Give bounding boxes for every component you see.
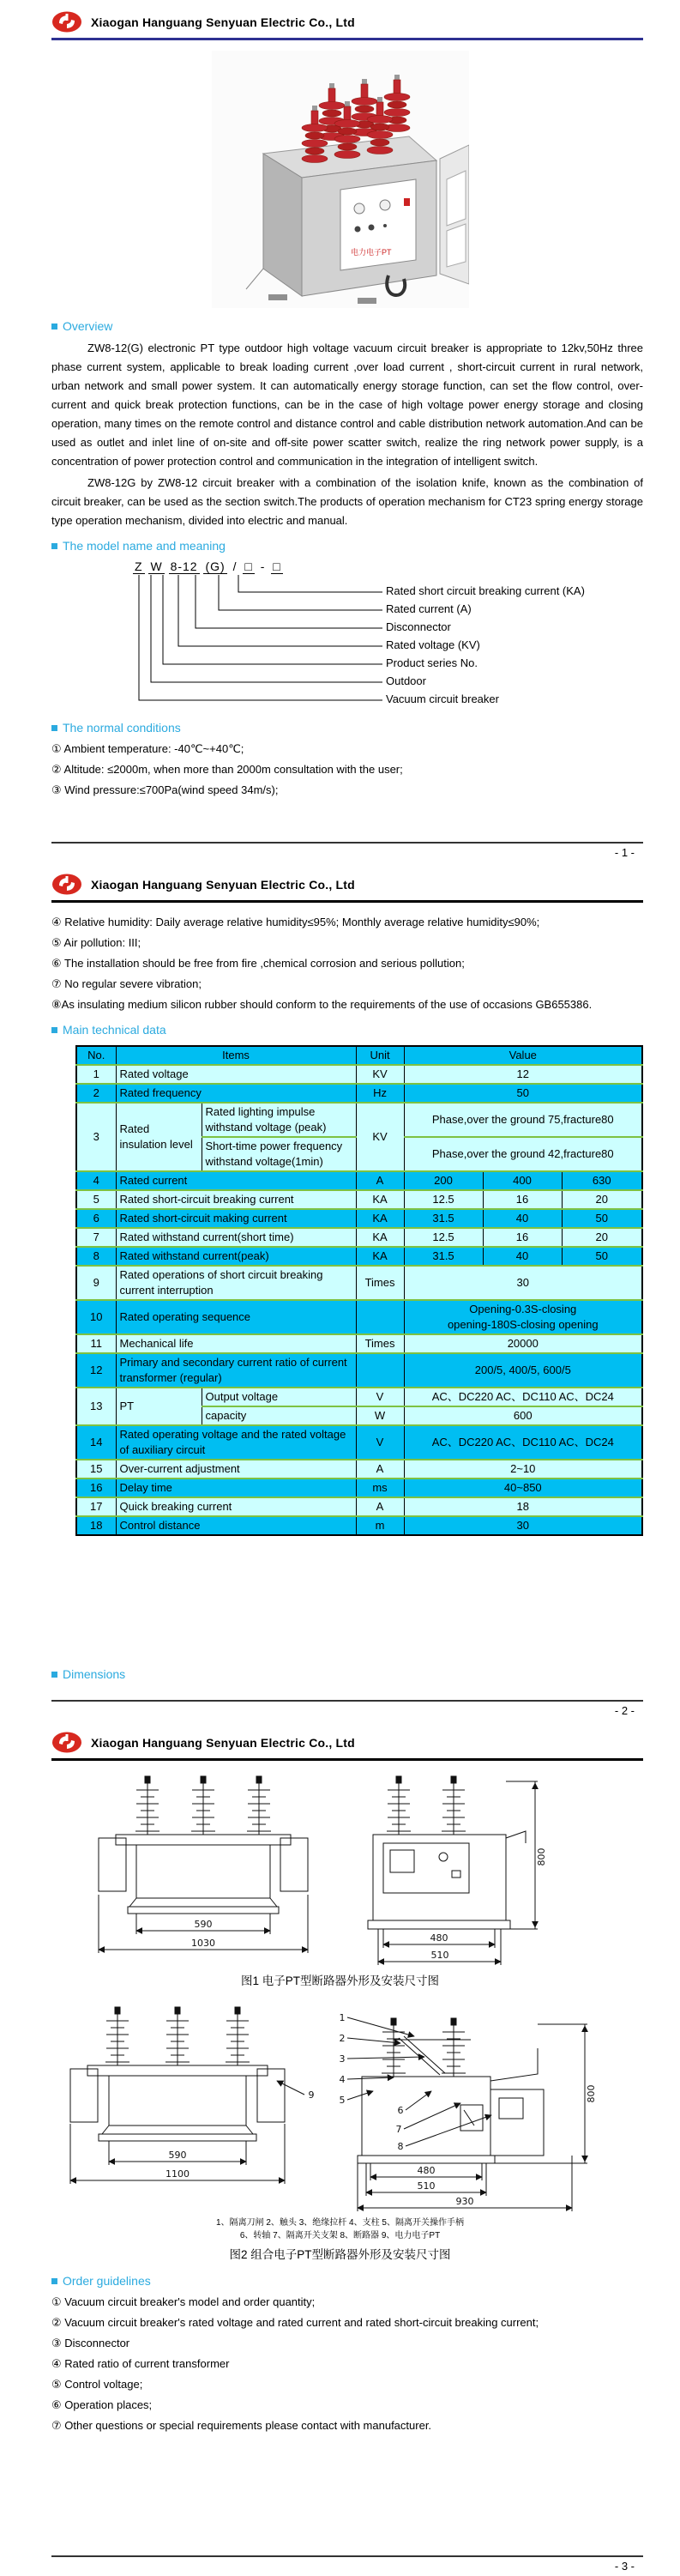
model-token: (G) bbox=[205, 559, 226, 573]
cell-value: 40 bbox=[483, 1247, 562, 1266]
order-item: ⑦ Other questions or special requirements please contact with manufacturer. bbox=[51, 2419, 432, 2432]
callout-number: 2 bbox=[339, 2033, 345, 2044]
model-string bbox=[133, 559, 283, 573]
cell-no: 5 bbox=[76, 1190, 116, 1209]
callout-number: 9 bbox=[308, 2089, 314, 2101]
condition-item: ④ Relative humidity: Daily average relative humidity≤95%; Monthly average relative humidity≤90%; bbox=[51, 916, 540, 928]
cell-value: 50 bbox=[562, 1209, 642, 1228]
section-order-guidelines bbox=[51, 2274, 643, 2288]
model-token: W bbox=[150, 559, 163, 573]
page-footer bbox=[51, 2555, 643, 2573]
dim-label: 510 bbox=[417, 2180, 435, 2192]
page-1 bbox=[0, 0, 680, 862]
cell-no: 8 bbox=[76, 1247, 116, 1266]
cell-item: Delay time bbox=[116, 1478, 356, 1497]
figure-2-legend-line-1: 1、隔离刀闸 2、触头 3、绝缘拉杆 4、支柱 5、隔离开关操作手柄 bbox=[216, 2218, 464, 2228]
company-name: Xiaogan Hanguang Senyuan Electric Co., Ltd bbox=[91, 877, 355, 892]
table-row bbox=[76, 1209, 642, 1228]
cell-no: 17 bbox=[76, 1497, 116, 1516]
cell-value: 30 bbox=[404, 1266, 642, 1300]
company-logo-icon bbox=[51, 873, 82, 896]
callout-number: 7 bbox=[395, 2124, 401, 2135]
cell-unit: KA bbox=[356, 1209, 404, 1228]
cell-no: 18 bbox=[76, 1516, 116, 1535]
table-row bbox=[76, 1300, 642, 1334]
cell-item: Rated voltage bbox=[116, 1065, 356, 1084]
cell-unit: Times bbox=[356, 1334, 404, 1353]
model-label: Vacuum circuit breaker bbox=[386, 692, 499, 705]
table-row bbox=[76, 1516, 642, 1535]
cell-value: 18 bbox=[404, 1497, 642, 1516]
table-row bbox=[76, 1425, 642, 1460]
order-item: ⑥ Operation places; bbox=[51, 2398, 153, 2411]
cell-item: Rated short-circuit making current bbox=[116, 1209, 356, 1228]
cell-item: PT bbox=[116, 1388, 202, 1425]
order-item: ⑤ Control voltage; bbox=[51, 2378, 143, 2391]
table-row bbox=[76, 1103, 642, 1137]
cell-item: Rated operating voltage and the rated voltage of auxiliary circuit bbox=[116, 1425, 356, 1460]
cell-unit: Times bbox=[356, 1266, 404, 1300]
section-main-technical-data bbox=[51, 1023, 643, 1037]
cell-value: 2~10 bbox=[404, 1460, 642, 1478]
cell-no: 7 bbox=[76, 1228, 116, 1247]
cell-unit: V bbox=[356, 1388, 404, 1406]
condition-item: ② Altitude: ≤2000m, when more than 2000m consultation with the user; bbox=[51, 763, 403, 776]
page-header bbox=[51, 10, 643, 40]
cell-value: AC、DC220 AC、DC110 AC、DC24 bbox=[404, 1425, 642, 1460]
condition-item: ⑤ Air pollution: III; bbox=[51, 936, 141, 949]
cell-unit: KA bbox=[356, 1190, 404, 1209]
model-label: Rated short circuit breaking current (KA) bbox=[386, 584, 585, 597]
dim-label: 480 bbox=[430, 1932, 448, 1944]
cell-value: Phase,over the ground 75,fracture80 bbox=[404, 1103, 642, 1137]
model-token: / bbox=[232, 559, 238, 573]
cell-unit: A bbox=[356, 1171, 404, 1190]
cell-value: 31.5 bbox=[404, 1247, 483, 1266]
cell-item: Over-current adjustment bbox=[116, 1460, 356, 1478]
cell-subitem: capacity bbox=[202, 1406, 356, 1425]
value-line: Opening-0.3S-closing bbox=[469, 1303, 577, 1315]
page-header bbox=[51, 1731, 643, 1761]
table-row bbox=[76, 1334, 642, 1353]
overview-paragraph-1: ZW8-12(G) electronic PT type outdoor high voltage vacuum circuit breaker is appropriate to 12kv,50Hz three phase current system, applicable to break loading current ,over load current , short-circuit current in rural network, urban network and small power system. It can automatically energy storage function, can set the flow control, over-current and quick break protection functions, can be in the case of high voltage power energy storage and closing operation, many times on the remote control and distance control and cable distribution network automation.And can be used as outlet and inlet line of on-site and off-site power scatter switch, realize the ring network power supply, is a concentration of power protection control and communication in the integration of intelligent switch. bbox=[51, 342, 643, 468]
cell-value: 400 bbox=[483, 1171, 562, 1190]
section-heading: Main technical data bbox=[63, 1023, 166, 1037]
cell-item: Quick breaking current bbox=[116, 1497, 356, 1516]
model-token: □ bbox=[244, 559, 253, 573]
cell-value: AC、DC220 AC、DC110 AC、DC24 bbox=[404, 1388, 642, 1406]
model-token: □ bbox=[273, 559, 281, 573]
cell-unit: KV bbox=[356, 1065, 404, 1084]
section-heading: Overview bbox=[63, 319, 113, 333]
page-2 bbox=[0, 862, 680, 1720]
figure-1 bbox=[83, 1769, 598, 1988]
cell-value: 20 bbox=[562, 1190, 642, 1209]
section-bullet bbox=[51, 1672, 57, 1678]
cell-value: 20 bbox=[562, 1228, 642, 1247]
dim-label: 1030 bbox=[190, 1938, 215, 1949]
table-row bbox=[76, 1190, 642, 1209]
table-row bbox=[76, 1065, 642, 1084]
cell-no: 9 bbox=[76, 1266, 116, 1300]
table-row bbox=[76, 1228, 642, 1247]
cell-unit bbox=[356, 1353, 404, 1388]
cell-no: 10 bbox=[76, 1300, 116, 1334]
dim-label: 930 bbox=[455, 2196, 473, 2207]
cell-subitem: Short-time power frequency withstand voltage(1min) bbox=[202, 1137, 356, 1171]
section-dimensions bbox=[51, 1667, 643, 1681]
cell-no: 6 bbox=[76, 1209, 116, 1228]
cell-item: Rated withstand current(peak) bbox=[116, 1247, 356, 1266]
condition-item: ⑧As insulating medium silicon rubber should conform to the requirements of the use of occasions GB655386. bbox=[51, 998, 593, 1011]
page-3 bbox=[0, 1720, 680, 2576]
callout-number: 6 bbox=[397, 2105, 403, 2116]
cell-item: Rated operating sequence bbox=[116, 1300, 356, 1334]
col-value: Value bbox=[404, 1046, 642, 1065]
cell-unit: KA bbox=[356, 1247, 404, 1266]
table-row bbox=[76, 1171, 642, 1190]
dim-label: 800 bbox=[585, 2084, 597, 2103]
cell-no: 11 bbox=[76, 1334, 116, 1353]
col-unit: Unit bbox=[356, 1046, 404, 1065]
cell-value: 12.5 bbox=[404, 1228, 483, 1247]
col-no: No. bbox=[76, 1046, 116, 1065]
cell-item: Rated current bbox=[116, 1171, 356, 1190]
condition-item: ① Ambient temperature: -40℃~+40℃; bbox=[51, 742, 244, 755]
dim-label: 590 bbox=[194, 1919, 212, 1930]
section-overview bbox=[51, 319, 643, 333]
cell-value: 40 bbox=[483, 1209, 562, 1228]
page-footer bbox=[51, 842, 643, 859]
section-heading: The model name and meaning bbox=[63, 539, 226, 553]
model-token: - bbox=[260, 559, 266, 573]
cell-item: Primary and secondary current ratio of current transformer (regular) bbox=[116, 1353, 356, 1388]
company-name: Xiaogan Hanguang Senyuan Electric Co., Ltd bbox=[91, 15, 355, 29]
company-logo-icon bbox=[51, 1731, 82, 1754]
model-label: Rated current (A) bbox=[386, 602, 472, 615]
condition-item: ⑦ No regular severe vibration; bbox=[51, 977, 202, 990]
section-normal-conditions bbox=[51, 721, 643, 735]
callout-number: 8 bbox=[397, 2141, 403, 2152]
cell-value: 50 bbox=[404, 1084, 642, 1103]
cell-item: Rated insulation level bbox=[116, 1103, 202, 1171]
cell-subitem: Output voltage bbox=[202, 1388, 356, 1406]
cell-item: Rated withstand current(short time) bbox=[116, 1228, 356, 1247]
cell-unit: V bbox=[356, 1425, 404, 1460]
model-label: Product series No. bbox=[386, 656, 478, 669]
figure-1-drawing bbox=[83, 1769, 598, 1968]
cell-unit: Hz bbox=[356, 1084, 404, 1103]
model-label: Outdoor bbox=[386, 674, 426, 687]
cell-value: 30 bbox=[404, 1516, 642, 1535]
section-heading: Dimensions bbox=[63, 1667, 126, 1681]
table-row bbox=[76, 1388, 642, 1406]
cell-value: 40~850 bbox=[404, 1478, 642, 1497]
cell-item: Rated operations of short circuit breaking current interruption bbox=[116, 1266, 356, 1300]
technical-data-table bbox=[75, 1045, 643, 1536]
value-line: opening-180S-closing opening bbox=[447, 1318, 599, 1331]
condition-item: ③ Wind pressure:≤700Pa(wind speed 34m/s); bbox=[51, 783, 279, 796]
cell-unit: A bbox=[356, 1497, 404, 1516]
cell-value: 50 bbox=[562, 1247, 642, 1266]
table-header-row bbox=[76, 1046, 642, 1065]
overview-paragraph-2: ZW8-12G by ZW8-12 circuit breaker with a combination of the isolation knife, known as the combination of circuit breaker, can be used as the section switch.The products of operation mechanism for CT23 spring energy storage type operation mechanism, divided into electric and manual. bbox=[51, 476, 643, 527]
cell-value: 31.5 bbox=[404, 1209, 483, 1228]
cell-item: Control distance bbox=[116, 1516, 356, 1535]
section-heading: The normal conditions bbox=[63, 721, 181, 735]
panel-label: 电力电子PT bbox=[350, 248, 392, 257]
page-number: - 1 - bbox=[614, 846, 635, 859]
section-bullet bbox=[51, 725, 57, 731]
cell-subitem: Rated lighting impulse withstand voltage (peak) bbox=[202, 1103, 356, 1137]
cell-no: 15 bbox=[76, 1460, 116, 1478]
callout-number: 1 bbox=[339, 2012, 345, 2023]
cell-no: 12 bbox=[76, 1353, 116, 1388]
cell-no: 2 bbox=[76, 1084, 116, 1103]
cell-unit: ms bbox=[356, 1478, 404, 1497]
cell-value: 16 bbox=[483, 1190, 562, 1209]
figure-2 bbox=[57, 1995, 623, 2262]
table-row bbox=[76, 1247, 642, 1266]
page-number: - 2 - bbox=[614, 1704, 635, 1717]
section-bullet bbox=[51, 2278, 57, 2284]
cell-no: 4 bbox=[76, 1171, 116, 1190]
section-bullet bbox=[51, 1027, 57, 1033]
dim-label: 1100 bbox=[165, 2168, 190, 2180]
table-row bbox=[76, 1084, 642, 1103]
callout-number: 4 bbox=[339, 2074, 345, 2085]
table-row bbox=[76, 1497, 642, 1516]
model-label: Disconnector bbox=[386, 620, 451, 633]
model-token: Z bbox=[135, 559, 143, 573]
cell-value: 200/5, 400/5, 600/5 bbox=[404, 1353, 642, 1388]
model-token: 8-12 bbox=[170, 559, 198, 573]
product-photo bbox=[212, 51, 469, 311]
cell-value: 20000 bbox=[404, 1334, 642, 1353]
cell-value: 12.5 bbox=[404, 1190, 483, 1209]
figure-1-caption: 图1 电子PT型断路器外形及安装尺寸图 bbox=[240, 1974, 439, 1987]
cell-unit: m bbox=[356, 1516, 404, 1535]
page-header bbox=[51, 873, 643, 903]
dim-label: 480 bbox=[417, 2165, 435, 2176]
figure-2-caption: 图2 组合电子PT型断路器外形及安装尺寸图 bbox=[229, 2248, 451, 2261]
cell-value: 630 bbox=[562, 1171, 642, 1190]
model-label: Rated voltage (KV) bbox=[386, 638, 480, 651]
order-item: ④ Rated ratio of current transformer bbox=[51, 2357, 230, 2370]
cell-no: 13 bbox=[76, 1388, 116, 1425]
cell-item: Rated short-circuit breaking current bbox=[116, 1190, 356, 1209]
dim-label: 510 bbox=[430, 1950, 448, 1961]
section-heading: Order guidelines bbox=[63, 2274, 151, 2288]
section-bullet bbox=[51, 324, 57, 330]
cell-value: 600 bbox=[404, 1406, 642, 1425]
callout-number: 5 bbox=[339, 2095, 345, 2106]
table-row bbox=[76, 1266, 642, 1300]
col-items: Items bbox=[116, 1046, 356, 1065]
dim-label: 590 bbox=[168, 2150, 186, 2161]
section-model-meaning bbox=[51, 539, 643, 553]
table-row bbox=[76, 1460, 642, 1478]
page-number: - 3 - bbox=[614, 2560, 635, 2573]
table-row bbox=[76, 1353, 642, 1388]
cell-unit bbox=[356, 1300, 404, 1334]
cell-no: 3 bbox=[76, 1103, 116, 1171]
model-connector-lines bbox=[135, 575, 384, 705]
company-name: Xiaogan Hanguang Senyuan Electric Co., Ltd bbox=[91, 1735, 355, 1750]
model-name-diagram bbox=[51, 559, 643, 712]
cell-value: 16 bbox=[483, 1228, 562, 1247]
cell-value: Phase,over the ground 42,fracture80 bbox=[404, 1137, 642, 1171]
cell-no: 14 bbox=[76, 1425, 116, 1460]
cell-no: 1 bbox=[76, 1065, 116, 1084]
cell-value bbox=[404, 1300, 642, 1334]
cell-unit: W bbox=[356, 1406, 404, 1425]
callout-number: 3 bbox=[339, 2053, 345, 2065]
company-logo-icon bbox=[51, 10, 82, 33]
order-item: ① Vacuum circuit breaker's model and order quantity; bbox=[51, 2295, 316, 2308]
section-bullet bbox=[51, 543, 57, 549]
figure-2-drawing bbox=[57, 1995, 623, 2216]
cell-item: Mechanical life bbox=[116, 1334, 356, 1353]
condition-item: ⑥ The installation should be free from fire ,chemical corrosion and serious pollution; bbox=[51, 957, 465, 970]
order-item: ② Vacuum circuit breaker's rated voltage and rated current and rated short-circuit breaking current; bbox=[51, 2316, 539, 2329]
table-row bbox=[76, 1478, 642, 1497]
figure-2-legend-line-2: 6、转轴 7、隔离开关支架 8、断路器 9、电力电子PT bbox=[239, 2231, 441, 2240]
cell-item: Rated frequency bbox=[116, 1084, 356, 1103]
dim-label: 800 bbox=[535, 1847, 547, 1866]
cell-unit: KV bbox=[356, 1103, 404, 1171]
cell-no: 16 bbox=[76, 1478, 116, 1497]
cell-value: 200 bbox=[404, 1171, 483, 1190]
cell-unit: A bbox=[356, 1460, 404, 1478]
cell-unit: KA bbox=[356, 1228, 404, 1247]
page-footer bbox=[51, 1700, 643, 1717]
cell-value: 12 bbox=[404, 1065, 642, 1084]
order-item: ③ Disconnector bbox=[51, 2337, 130, 2349]
